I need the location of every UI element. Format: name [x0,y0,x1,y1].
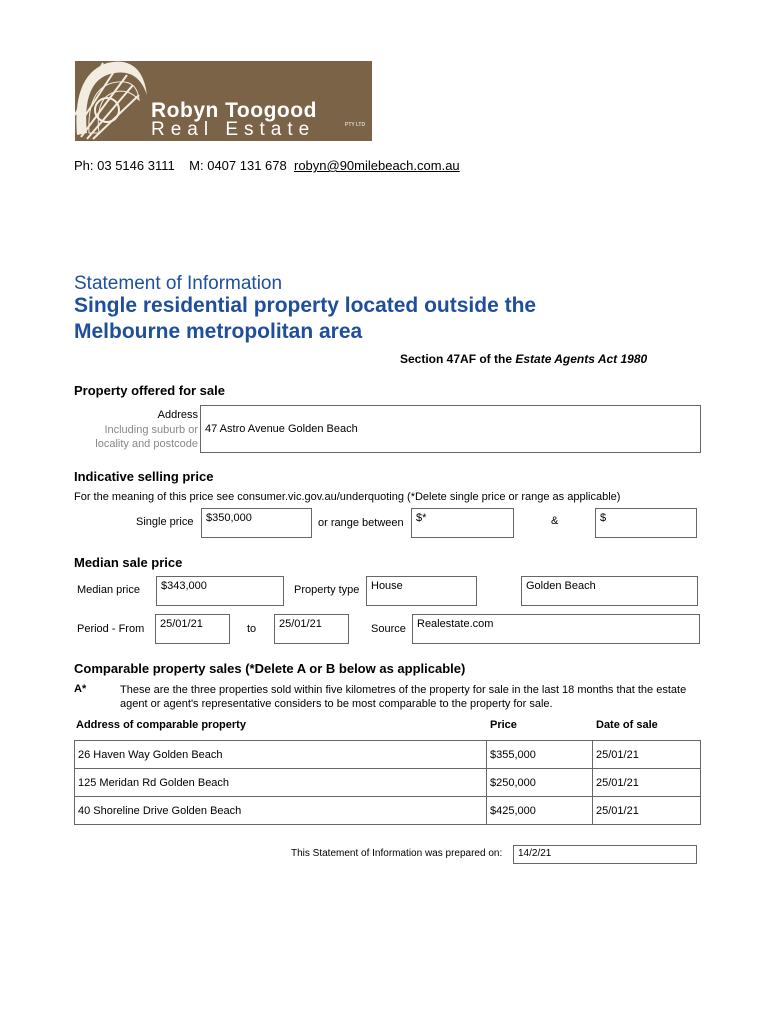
company-logo [75,61,372,141]
statement-heading: Statement of Information [74,273,283,294]
col-address-header: Address of comparable property [76,719,246,731]
page-title: Single residential property located outside the Melbourne metropolitan area [74,294,537,343]
source-label: Source [371,623,406,635]
table-row [75,741,701,769]
comparable-table [74,740,701,825]
property-heading: Property offered for sale [74,383,225,398]
row-price[interactable]: $425,000 [487,797,593,825]
address-field[interactable]: 47 Astro Avenue Golden Beach [200,405,701,453]
col-date-header: Date of sale [596,719,658,731]
median-price-label: Median price [77,584,140,596]
period-from-label: Period - From [77,623,145,635]
comparable-heading: Comparable property sales (*Delete A or B below as applicable) [74,661,466,676]
address-sub1: Including suburb or [104,423,198,436]
row-price[interactable]: $355,000 [487,741,593,769]
single-price-field[interactable]: $350,000 [201,508,312,538]
logo-line2: Real Estate [151,119,316,140]
property-type-field[interactable]: House [366,576,477,606]
source-field[interactable]: Realestate.com [412,614,700,644]
row-address[interactable]: 40 Shoreline Drive Golden Beach [75,797,487,825]
period-to-field[interactable]: 25/01/21 [274,614,349,644]
table-row [75,797,701,825]
row-date[interactable]: 25/01/21 [593,769,701,797]
col-price-header: Price [490,719,517,731]
period-from-field[interactable]: 25/01/21 [155,614,230,644]
prepared-label: This Statement of Information was prepared on: [291,848,503,859]
comparable-description: These are the three properties sold within five kilometres of the property for sale in the last 18 months that the estate agent or agent's representative considers to be most comparable to the property for sale. [120,684,687,710]
range-low-field[interactable]: $* [411,508,514,538]
section-prefix: Section 47AF of the [400,352,516,366]
range-amp: & [551,515,559,527]
address-sub2: locality and postcode [95,438,198,450]
range-label: or range between [318,517,404,529]
period-to-label: to [247,623,257,635]
logo-line1: Robyn Toogood [151,99,317,122]
prepared-date-field[interactable]: 14/2/21 [513,845,697,864]
indicative-heading: Indicative selling price [74,469,214,484]
median-heading: Median sale price [74,555,183,570]
mobile: M: 0407 131 678 [189,158,287,173]
suburb-field[interactable]: Golden Beach [521,576,698,606]
row-address[interactable]: 125 Meridan Rd Golden Beach [75,769,487,797]
indicative-note: For the meaning of this price see consumer.vic.gov.au/underquoting (*Delete single price or range as applicable) [74,491,621,503]
phone: Ph: 03 5146 3111 [74,158,175,173]
median-price-field[interactable]: $343,000 [156,576,284,606]
single-price-label: Single price [136,516,194,528]
row-date[interactable]: 25/01/21 [593,797,701,825]
option-marker: A* [74,683,87,695]
section-act: Estate Agents Act 1980 [515,352,648,366]
logo-pty: PTY LTD [345,122,366,128]
email-link[interactable]: robyn@90milebeach.com.au [293,158,460,173]
row-price[interactable]: $250,000 [487,769,593,797]
table-row [75,769,701,797]
range-high-field[interactable]: $ [595,508,697,538]
row-date[interactable]: 25/01/21 [593,741,701,769]
contact-line [74,158,460,173]
row-address[interactable]: 26 Haven Way Golden Beach [75,741,487,769]
property-type-label: Property type [294,584,360,596]
address-label: Address [157,409,198,421]
section-reference [400,352,647,366]
shell-icon [67,55,149,147]
address-label-block [80,408,198,452]
